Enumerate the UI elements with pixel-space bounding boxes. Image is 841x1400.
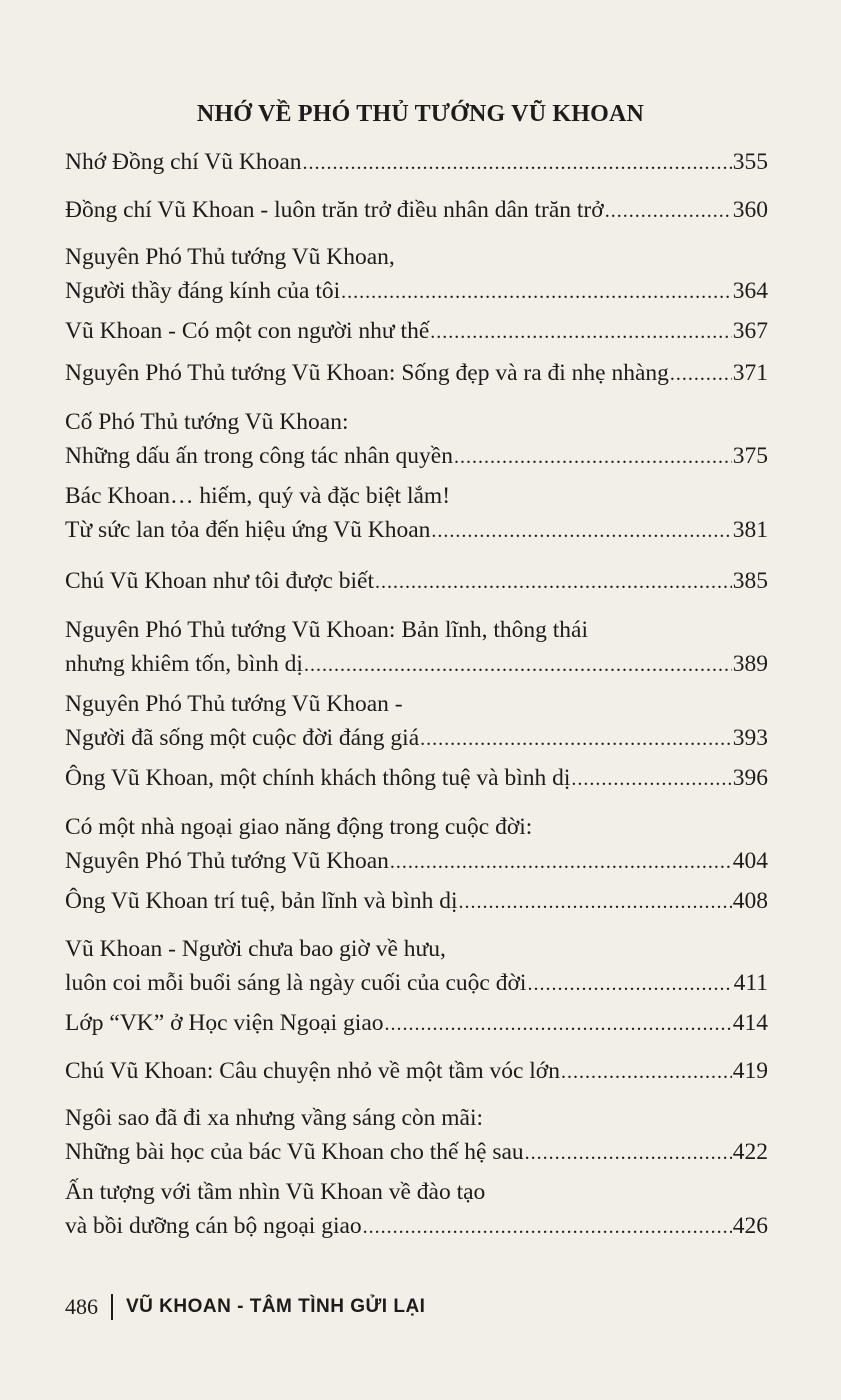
toc-entry-title-line: Nguyên Phó Thủ tướng Vũ Khoan, [65, 244, 395, 270]
toc-entry[interactable] [65, 479, 768, 548]
toc-entry-title-line: Bác Khoan… hiếm, quý và đặc biệt lắm! [65, 483, 451, 509]
dot-leader [571, 762, 731, 796]
toc-entry[interactable] [65, 564, 768, 599]
toc-entry-title-line: Ấn tượng với tầm nhìn Vũ Khoan về đào tạo [65, 1179, 486, 1205]
toc-entry-page-number: 408 [732, 888, 768, 914]
page-footer [65, 1294, 425, 1320]
toc-entry-final-line [65, 1209, 768, 1244]
toc-entry-title-line: Đồng chí Vũ Khoan - luôn trăn trở điều nhân dân trăn trở [65, 197, 604, 223]
toc-entry[interactable] [65, 810, 768, 879]
toc-entry-title-line: Vũ Khoan - Người chưa bao giờ về hưu, [65, 936, 446, 962]
section-title: NHỚ VỀ PHÓ THỦ TƯỚNG VŨ KHOAN [196, 101, 645, 127]
dot-leader [385, 1007, 732, 1041]
dot-leader [304, 648, 732, 682]
toc-entry-page-number: 385 [732, 568, 768, 594]
footer-page-number: 486 [65, 1294, 98, 1319]
toc-entry-page-number: 419 [732, 1058, 768, 1084]
toc-entry-title-line: Có một nhà ngoại giao năng động trong cuộc đời: [65, 814, 533, 840]
toc-entry[interactable] [65, 193, 768, 228]
toc-entry-page-number: 414 [732, 1010, 768, 1036]
toc-entry-title-line: Ngôi sao đã đi xa nhưng vầng sáng còn mãi: [65, 1105, 484, 1131]
dot-leader [527, 967, 732, 1001]
toc-entry-final-line [65, 564, 768, 599]
toc-entry-title-line: Nguyên Phó Thủ tướng Vũ Khoan [65, 848, 389, 874]
toc-entry[interactable] [65, 1006, 768, 1041]
toc-entry-page-number: 396 [732, 765, 768, 791]
toc-entry[interactable] [65, 1054, 768, 1089]
toc-entry-final-line [65, 844, 768, 879]
dot-leader [561, 1055, 732, 1089]
toc-entry-final-line [65, 761, 768, 796]
toc-entry-title-line: Những bài học của bác Vũ Khoan cho thế hệ sau [65, 1139, 524, 1165]
toc-entry-title-line: Lớp “VK” ở Học viện Ngoại giao [65, 1010, 384, 1036]
dot-leader [454, 440, 732, 474]
toc-entry-page-number: 426 [732, 1213, 768, 1239]
toc-entry[interactable] [65, 314, 768, 349]
toc-entry-page-number: 404 [732, 848, 768, 874]
dot-leader [303, 146, 732, 180]
dot-leader [525, 1136, 732, 1170]
toc-entry-title-line: Cố Phó Thủ tướng Vũ Khoan: [65, 409, 349, 435]
toc-entry-page-number: 371 [732, 360, 768, 386]
toc-entry-final-line [65, 884, 768, 919]
toc-entry-final-line [65, 356, 768, 391]
dot-leader [670, 357, 732, 391]
toc-entry-title-line: Vũ Khoan - Có một con người như thế [65, 318, 430, 344]
footer-book-title: VŨ KHOAN - TÂM TÌNH GỬI LẠI [126, 1296, 426, 1317]
dot-leader [431, 514, 731, 548]
toc-entry-page-number: 393 [732, 725, 768, 751]
toc-entry-final-line [65, 647, 768, 682]
toc-entry-page-number: 422 [732, 1139, 768, 1165]
toc-entry[interactable] [65, 761, 768, 796]
toc-entry[interactable] [65, 405, 768, 474]
toc-entry-title-line: Nguyên Phó Thủ tướng Vũ Khoan: Sống đẹp và ra đi nhẹ nhàng [65, 360, 669, 386]
toc-entry-final-line [65, 193, 768, 228]
toc-entry-page-number: 364 [732, 278, 768, 304]
toc-entry[interactable] [65, 884, 768, 919]
toc-entry-title-line: và bồi dưỡng cán bộ ngoại giao [65, 1213, 362, 1239]
toc-entry[interactable] [65, 1175, 768, 1244]
dot-leader [341, 275, 732, 309]
toc-entry[interactable] [65, 356, 768, 391]
dot-leader [605, 194, 732, 228]
toc-entry-title-line: Nhớ Đồng chí Vũ Khoan [65, 149, 302, 175]
toc-entry[interactable] [65, 932, 768, 1001]
toc-entry-title-line: Ông Vũ Khoan trí tuệ, bản lĩnh và bình dị [65, 888, 458, 914]
toc-entry-page-number: 381 [732, 517, 768, 543]
dot-leader [420, 722, 732, 756]
dot-leader [430, 315, 732, 349]
toc-entry[interactable] [65, 145, 768, 180]
toc-entry-page-number: 375 [732, 443, 768, 469]
toc-entry-final-line [65, 439, 768, 474]
toc-entry-final-line [65, 1006, 768, 1041]
toc-entry-title-line: luôn coi mỗi buổi sáng là ngày cuối của cuộc đời [65, 970, 527, 996]
toc-entry[interactable] [65, 613, 768, 682]
toc-entry-final-line [65, 314, 768, 349]
toc-entry-page-number: 360 [732, 197, 768, 223]
dot-leader [363, 1210, 732, 1244]
dot-leader [459, 885, 732, 919]
toc-entry-title-line: Nguyên Phó Thủ tướng Vũ Khoan - [65, 691, 403, 717]
toc-entry-page-number: 389 [732, 651, 768, 677]
toc-entry-title-line: Người thầy đáng kính của tôi [65, 278, 341, 304]
toc-entry[interactable] [65, 1101, 768, 1170]
toc-entry-final-line [65, 145, 768, 180]
dot-leader [390, 845, 732, 879]
toc-entry-final-line [65, 513, 768, 548]
toc-entry-page-number: 367 [732, 318, 768, 344]
toc-entry-page-number: 355 [732, 149, 768, 175]
toc-entry-final-line [65, 1054, 768, 1089]
toc-entry-page-number: 411 [733, 970, 768, 996]
toc-entry-title-line: Người đã sống một cuộc đời đáng giá [65, 725, 420, 751]
toc-entry-final-line [65, 721, 768, 756]
dot-leader [375, 565, 732, 599]
footer-divider [111, 1294, 113, 1320]
toc-entry-final-line [65, 274, 768, 309]
toc-entry-title-line: Chú Vũ Khoan như tôi được biết [65, 568, 374, 594]
toc-entry-title-line: Ông Vũ Khoan, một chính khách thông tuệ và bình dị [65, 765, 571, 791]
toc-entry[interactable] [65, 687, 768, 756]
toc-entry-final-line [65, 966, 768, 1001]
toc-entry-final-line [65, 1135, 768, 1170]
toc-entry-title-line: Những dấu ấn trong công tác nhân quyền [65, 443, 453, 469]
toc-entry[interactable] [65, 240, 768, 309]
toc-entry-title-line: nhưng khiêm tốn, bình dị [65, 651, 303, 677]
toc-entry-title-line: Nguyên Phó Thủ tướng Vũ Khoan: Bản lĩnh, thông thái [65, 617, 589, 643]
toc-entry-title-line: Từ sức lan tỏa đến hiệu ứng Vũ Khoan [65, 517, 431, 543]
toc-entry-title-line: Chú Vũ Khoan: Câu chuyện nhỏ về một tầm vóc lớn [65, 1058, 560, 1084]
